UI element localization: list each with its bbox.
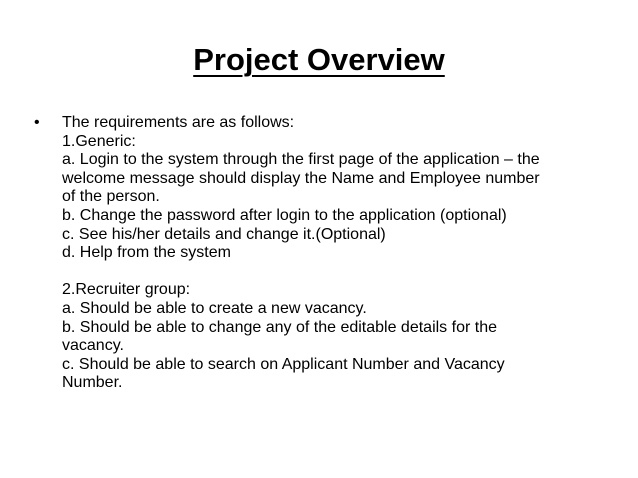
- slide-content: [34, 114, 624, 393]
- generic-item-c: c. See his/her details and change it.(Optional): [62, 225, 386, 243]
- recruiter-item-c-line2: Number.: [62, 374, 123, 392]
- generic-item-a-line2: welcome message should display the Name and Employee number: [62, 169, 540, 187]
- recruiter-item-b-line1: b. Should be able to change any of the editable details for the: [62, 318, 497, 336]
- slide-title: Project Overview: [193, 42, 445, 77]
- recruiter-item-c-line1: c. Should be able to search on Applicant Number and Vacancy: [62, 355, 505, 373]
- recruiter-item-b-line2: vacancy.: [62, 337, 124, 355]
- requirements-text: [62, 114, 624, 393]
- generic-item-a-line3: of the person.: [62, 188, 160, 206]
- recruiter-heading: 2.Recruiter group:: [62, 281, 191, 299]
- generic-item-a-line1: a. Login to the system through the first page of the application – the: [62, 151, 540, 169]
- requirements-intro: The requirements are as follows:: [62, 114, 295, 131]
- bullet-item: [34, 114, 624, 393]
- recruiter-item-a: a. Should be able to create a new vacancy.: [62, 299, 367, 317]
- generic-item-d: d. Help from the system: [62, 244, 231, 262]
- spacer: [62, 263, 624, 282]
- generic-heading: 1.Generic:: [62, 132, 136, 150]
- generic-item-b: b. Change the password after login to the application (optional): [62, 206, 507, 224]
- bullet-icon: •: [34, 114, 40, 131]
